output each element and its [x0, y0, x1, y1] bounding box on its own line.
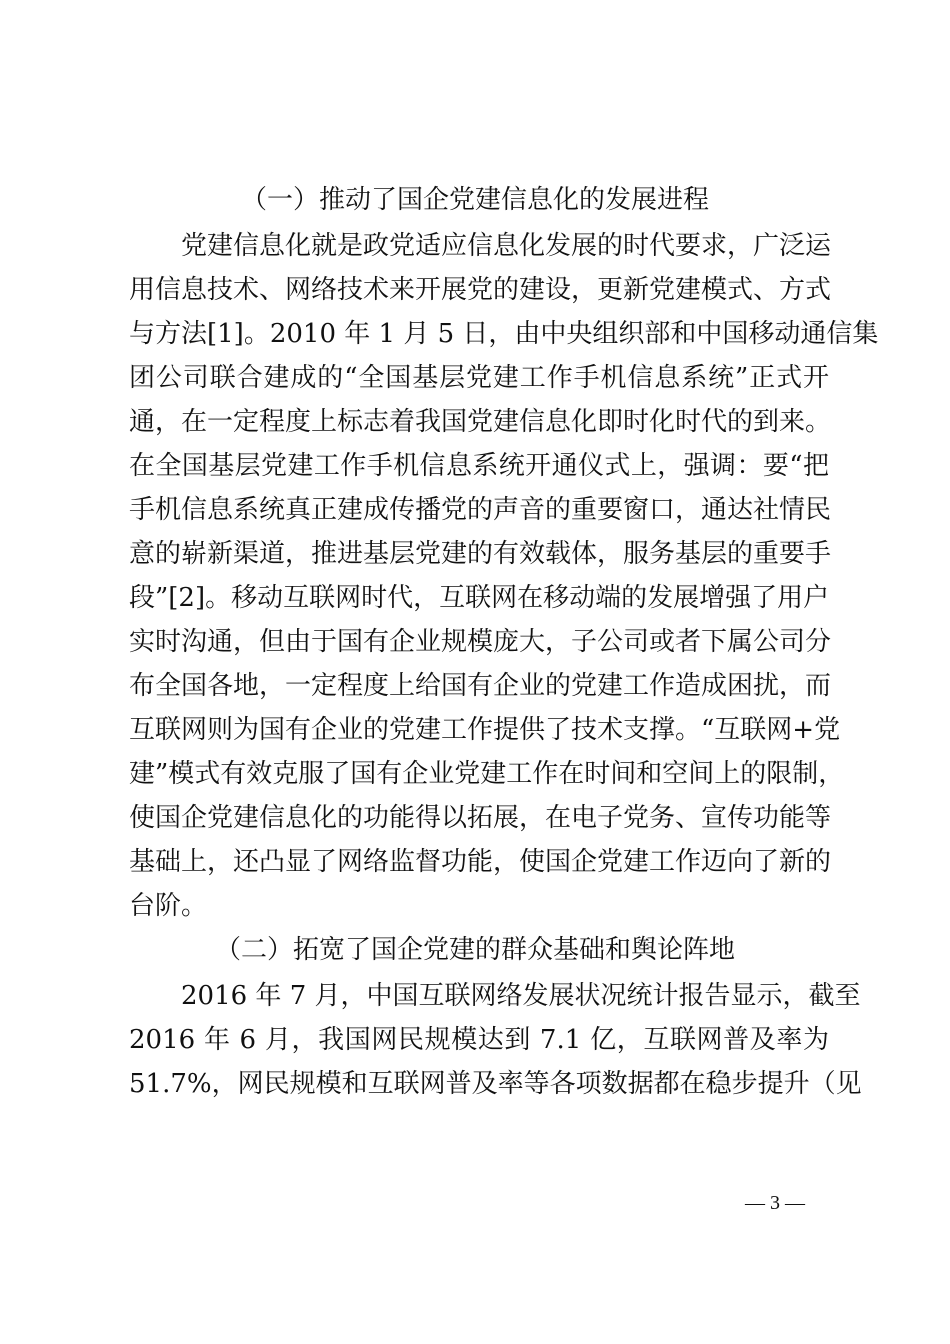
paragraph-line: 党建信息化就是政党适应信息化发展的时代要求，广泛运 [181, 231, 832, 261]
paragraph-line: 与方法[1]。2010 年 1 月 5 日，由中央组织部和中国移动通信集 [129, 319, 879, 349]
paragraph-line: 建”模式有效克服了国有企业党建工作在时间和空间上的限制， [129, 759, 845, 789]
paragraph-line: 用信息技术、网络技术来开展党的建设，更新党建模式、方式 [129, 275, 832, 305]
page-number: — 3 — [745, 1192, 805, 1214]
paragraph-line: 51.7%，网民规模和互联网普及率等各项数据都在稳步提升（见 [129, 1069, 862, 1099]
paragraph-line: 2016 年 7 月，中国互联网络发展状况统计报告显示，截至 [181, 981, 861, 1011]
paragraph-line: 段”[2]。移动互联网时代，互联网在移动端的发展增强了用户 [129, 583, 830, 613]
paragraph-line: 2016 年 6 月，我国网民规模达到 7.1 亿，互联网普及率为 [129, 1025, 829, 1055]
paragraph-line: 台阶。 [129, 891, 208, 921]
paragraph-line: 在全国基层党建工作手机信息系统开通仪式上，强调：要“把 [129, 451, 829, 481]
paragraph-line: 实时沟通，但由于国有企业规模庞大，子公司或者下属公司分 [129, 627, 832, 657]
paragraph-line: 布全国各地，一定程度上给国有企业的党建工作造成困扰，而 [129, 671, 832, 701]
section-heading-2: （二）拓宽了国企党建的群众基础和舆论阵地 [214, 935, 735, 965]
section-heading-1: （一）推动了国企党建信息化的发展进程 [240, 185, 709, 215]
paragraph-line: 通，在一定程度上标志着我国党建信息化即时化时代的到来。 [129, 407, 832, 437]
paragraph-line: 意的崭新渠道，推进基层党建的有效载体，服务基层的重要手 [129, 539, 832, 569]
paragraph-line: 互联网则为国有企业的党建工作提供了技术支撑。“互联网+党 [129, 715, 841, 745]
paragraph-line: 基础上，还凸显了网络监督功能，使国企党建工作迈向了新的 [129, 847, 832, 877]
paragraph-line: 手机信息系统真正建成传播党的声音的重要窗口，通达社情民 [129, 495, 832, 525]
paragraph-line: 团公司联合建成的“全国基层党建工作手机信息系统”正式开 [129, 363, 829, 393]
paragraph-line: 使国企党建信息化的功能得以拓展，在电子党务、宣传功能等 [129, 803, 832, 833]
